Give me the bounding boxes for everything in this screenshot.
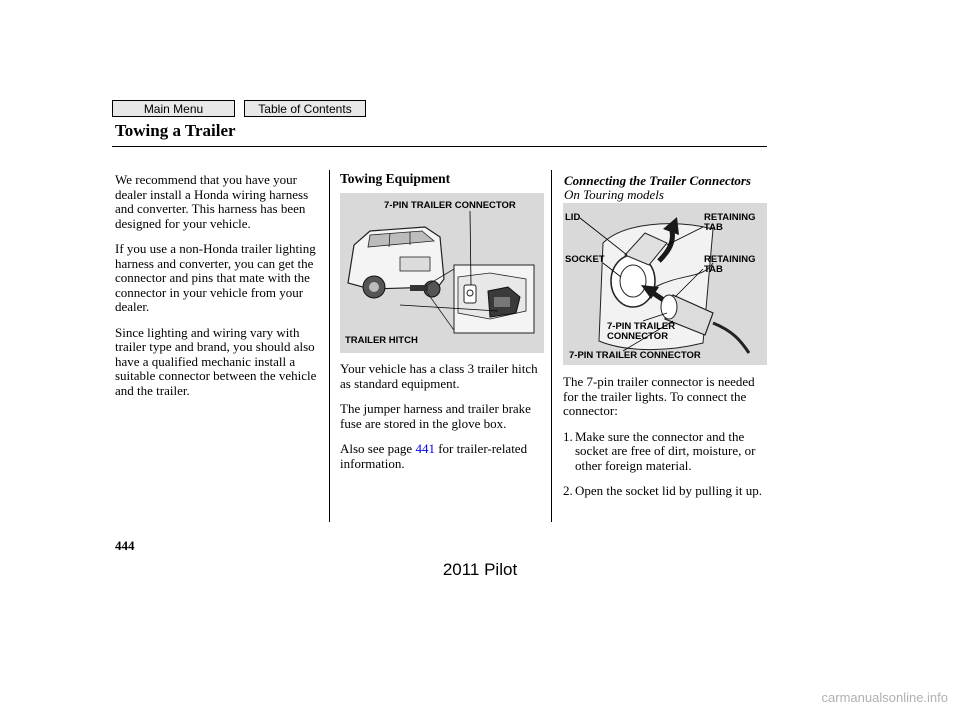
footer-model-year: 2011 Pilot bbox=[442, 560, 518, 579]
figure-label-connector-bottom: 7-PIN TRAILER CONNECTOR bbox=[569, 350, 701, 361]
column-divider-left bbox=[329, 170, 330, 522]
paragraph: Your vehicle has a class 3 trailer hitch as standard equipment. bbox=[340, 361, 538, 391]
watermark: carmanualsonline.info bbox=[821, 690, 948, 705]
right-column-text bbox=[563, 375, 773, 499]
list-text: Make sure the connector and the socket are free of dirt, moisture, or other foreign material. bbox=[575, 428, 756, 473]
page-number: 444 bbox=[115, 538, 135, 553]
page-title: Towing a Trailer bbox=[115, 121, 236, 140]
figure-label-retaining-tab-upper: RETAINING TAB bbox=[704, 212, 756, 233]
middle-column-text bbox=[340, 362, 545, 482]
figure-label-socket: SOCKET bbox=[565, 254, 605, 265]
connecting-connectors-heading: Connecting the Trailer Connectors bbox=[564, 173, 751, 188]
connector-socket-figure bbox=[563, 203, 767, 365]
paragraph bbox=[340, 442, 545, 471]
figure-label-connector-inner: 7-PIN TRAILER CONNECTOR bbox=[607, 321, 676, 342]
paragraph: The 7-pin trailer connector is needed for the trailer lights. To connect the connector: bbox=[563, 374, 755, 418]
figure-label-lid: LID bbox=[565, 212, 581, 223]
title-rule bbox=[112, 146, 767, 147]
main-menu-button[interactable]: Main Menu bbox=[112, 100, 235, 117]
paragraph-text: for trailer-related information. bbox=[340, 441, 528, 471]
list-text: Open the socket lid by pulling it up. bbox=[575, 483, 763, 498]
figure-label-connector: 7-PIN TRAILER CONNECTOR bbox=[384, 200, 516, 211]
page-link-441[interactable]: 441 bbox=[415, 441, 435, 456]
list-item bbox=[563, 430, 773, 474]
trailer-hitch-figure bbox=[340, 193, 544, 353]
paragraph-text: Also see page bbox=[340, 441, 416, 456]
figure-label-retaining-tab-lower: RETAINING TAB bbox=[704, 254, 756, 275]
touring-models-subheading: On Touring models bbox=[564, 187, 664, 202]
list-number: 1. bbox=[563, 428, 573, 444]
vehicle-rear-illustration bbox=[340, 193, 544, 353]
paragraph: Since lighting and wiring vary with trailer type and brand, you should also have a qualified mechanic install a suitable connector between the vehicle and the trailer. bbox=[115, 324, 317, 398]
towing-equipment-heading: Towing Equipment bbox=[340, 171, 451, 186]
list-number: 2. bbox=[563, 483, 573, 498]
list-item bbox=[563, 484, 773, 499]
paragraph: If you use a non-Honda trailer lighting harness and converter, you can get the connector and pins that mate with the connector in your vehicle from your dealer. bbox=[115, 241, 316, 314]
figure-label-hitch: TRAILER HITCH bbox=[345, 335, 418, 346]
table-of-contents-button[interactable]: Table of Contents bbox=[244, 100, 366, 117]
left-column bbox=[115, 173, 325, 409]
paragraph: We recommend that you have your dealer install a Honda wiring harness and converter. This harness has been designed for your vehicle. bbox=[115, 172, 309, 231]
column-divider-right bbox=[551, 170, 552, 522]
paragraph: The jumper harness and trailer brake fuse are stored in the glove box. bbox=[340, 401, 531, 431]
